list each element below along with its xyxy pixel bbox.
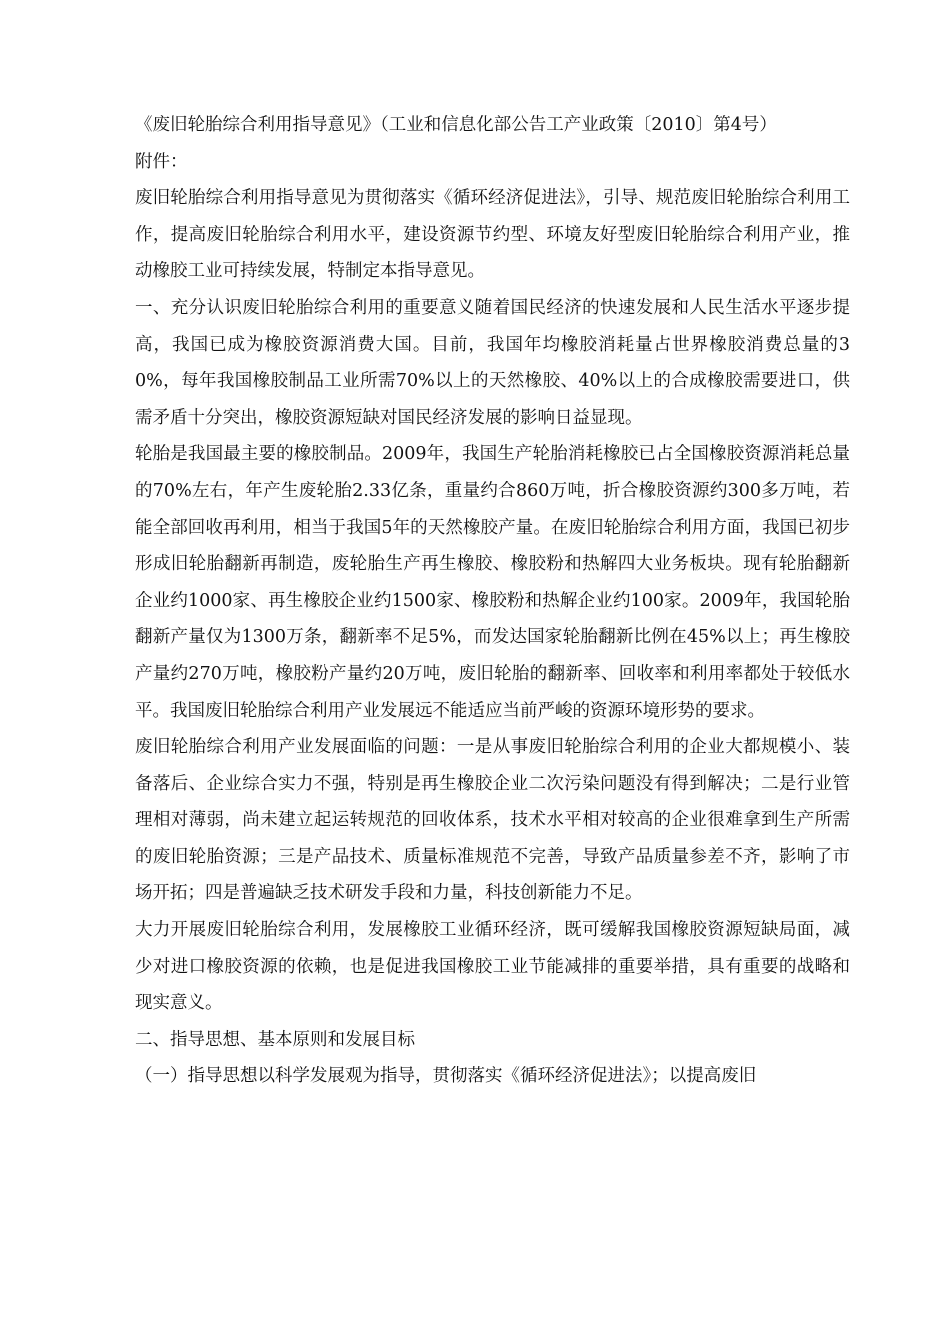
document-body — [135, 107, 850, 1095]
paragraph-problems: 废旧轮胎综合利用产业发展面临的问题：一是从事废旧轮胎综合利用的企业大都规模小、装备落后、企业综合实力不强，特别是再生橡胶企业二次污染问题没有得到解决；二是行业管理相对薄弱，尚未建立起运转规范的回收体系，技术水平相对较高的企业很难拿到生产所需的废旧轮胎资源；三是产品技术、质量标准规范不完善，导致产品质量参差不齐，影响了市场开拓；四是普遍缺乏技术研发手段和力量，科技创新能力不足。 — [135, 737, 850, 904]
paragraph-tire-status: 轮胎是我国最主要的橡胶制品。2009年，我国生产轮胎消耗橡胶已占全国橡胶资源消耗总量的70%左右，年产生废轮胎2.33亿条，重量约合860万吨，折合橡胶资源约300多万吨，若能全部回收再利用，相当于我国5年的天然橡胶产量。在废旧轮胎综合利用方面，我国已初步形成旧轮胎翻新再制造，废轮胎生产再生橡胶、橡胶粉和热解四大业务板块。现有轮胎翻新企业约1000家、再生橡胶企业约1500家、橡胶粉和热解企业约100家。2009年，我国轮胎翻新产量仅为1300万条，翻新率不足5%，而发达国家轮胎翻新比例在45%以上；再生橡胶产量约270万吨，橡胶粉产量约20万吨，废旧轮胎的翻新率、回收率和利用率都处于较低水平。我国废旧轮胎综合利用产业发展远不能适应当前严峻的资源环境形势的要求。 — [135, 444, 850, 721]
paragraph-intro: 废旧轮胎综合利用指导意见为贯彻落实《循环经济促进法》，引导、规范废旧轮胎综合利用工作，提高废旧轮胎综合利用水平，建设资源节约型、环境友好型废旧轮胎综合利用产业，推动橡胶工业可持续发展，特制定本指导意见。 — [135, 188, 850, 282]
attachment-label: 附件： — [135, 151, 188, 172]
document-title: 《废旧轮胎综合利用指导意见》（工业和信息化部公告工产业政策〔2010〕第4号） — [135, 115, 777, 135]
paragraph-significance: 大力开展废旧轮胎综合利用，发展橡胶工业循环经济，既可缓解我国橡胶资源短缺局面，减少对进口橡胶资源的依赖，也是促进我国橡胶工业节能减排的重要举措，具有重要的战略和现实意义。 — [135, 920, 850, 1014]
section-heading-2: 二、指导思想、基本原则和发展目标 — [135, 1029, 415, 1050]
paragraph-section-1: 一、充分认识废旧轮胎综合利用的重要意义随着国民经济的快速发展和人民生活水平逐步提高，我国已成为橡胶资源消费大国。目前，我国年均橡胶消耗量占世界橡胶消费总量的30%，每年我国橡胶制品工业所需70%以上的天然橡胶、40%以上的合成橡胶需要进口，供需矛盾十分突出，橡胶资源短缺对国民经济发展的影响日益显现。 — [135, 297, 850, 428]
paragraph-guiding-thought: （一）指导思想以科学发展观为指导，贯彻落实《循环经济促进法》；以提高废旧 — [135, 1066, 757, 1087]
